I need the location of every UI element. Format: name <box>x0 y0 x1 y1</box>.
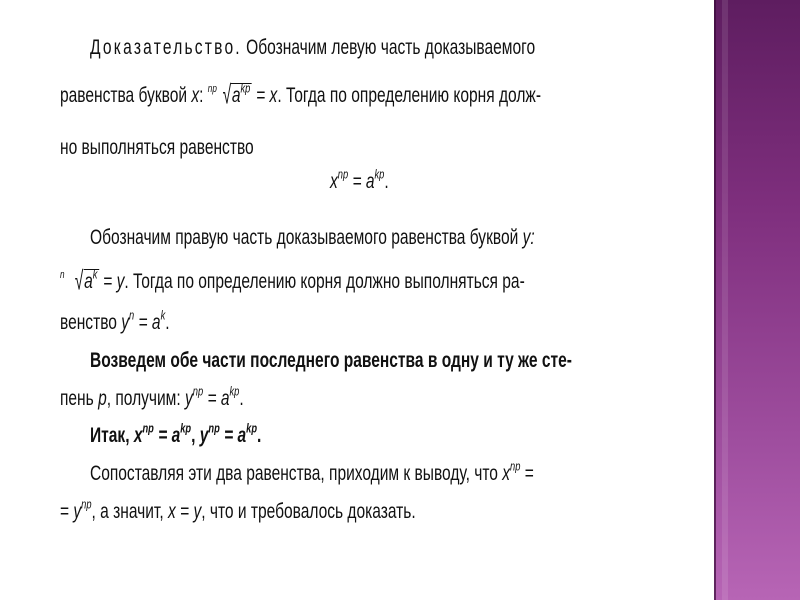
math-expression: = a <box>153 424 181 447</box>
root-exponent: kp <box>240 81 251 96</box>
proof-line-5 <box>60 267 525 296</box>
sidebar-edge <box>714 0 716 600</box>
proof-text: пень <box>60 387 94 410</box>
math-expression: = y <box>103 270 125 293</box>
math-exponent: kp <box>229 384 240 399</box>
math-punct: . <box>257 424 262 447</box>
proof-text: равенства буквой <box>60 84 188 107</box>
math-variable: y <box>199 424 209 447</box>
formula-x-np <box>330 167 389 194</box>
math-exponent: np <box>337 167 349 182</box>
math-variable: x <box>502 462 511 485</box>
math-root <box>60 267 99 296</box>
math-variable: y: <box>522 226 535 249</box>
math-variable: y <box>121 311 130 334</box>
math-variable: y <box>185 387 193 410</box>
proof-text: Обозначим правую часть доказываемого равенства буквой <box>90 226 519 249</box>
math-expression: = <box>520 462 534 485</box>
math-punct: . <box>165 311 170 334</box>
proof-line-4 <box>90 226 535 250</box>
math-variable: x <box>330 170 338 193</box>
math-variable: p <box>98 387 107 410</box>
math-expression: x = y <box>167 500 202 523</box>
proof-heading: Доказательство. <box>90 36 242 59</box>
math-root <box>207 81 252 110</box>
proof-text: , что и требовалось доказать. <box>201 500 416 523</box>
math-variable: x <box>133 424 143 447</box>
math-variable: x <box>191 84 200 107</box>
math-punct: , <box>191 424 200 447</box>
math-exponent: np <box>510 459 521 474</box>
math-expression: = a <box>134 311 161 334</box>
math-exponent: k <box>160 308 166 323</box>
math-punct: . <box>384 170 389 193</box>
proof-line-6 <box>60 308 170 335</box>
root-base: a <box>84 270 93 293</box>
proof-line-2: равенства буквой x: np $√a^{kp} = x$. Тогда по определению корня долж- <box>60 84 541 108</box>
math-exponent: kp <box>246 421 258 436</box>
proof-line-9 <box>90 421 262 448</box>
root-base: a <box>231 84 241 107</box>
decorative-sidebar <box>714 0 800 600</box>
math-exponent: np <box>192 384 204 399</box>
math-exponent: np <box>142 421 154 436</box>
proof-line-11 <box>60 497 416 524</box>
math-exponent: np <box>81 497 92 512</box>
math-exponent: kp <box>374 167 385 182</box>
proof-text: . Тогда по определению корня долж- <box>277 84 541 107</box>
proof-text: Итак, <box>90 424 130 447</box>
math-expression: = a <box>348 170 375 193</box>
proof-text: , получим: <box>106 387 181 410</box>
proof-text: Обозначим левую часть доказываемого <box>246 36 536 59</box>
math-expression: = <box>60 500 70 523</box>
math-variable: y <box>73 500 82 523</box>
math-punct: . <box>239 387 244 410</box>
proof-text: , а значит, <box>91 500 164 523</box>
root-exponent: k <box>92 267 98 282</box>
proof-line-3 <box>60 136 254 160</box>
math-exponent: n <box>129 308 135 323</box>
math-expression: = x <box>256 84 278 107</box>
proof-line-8 <box>60 384 244 411</box>
radical-sign: √ <box>222 81 232 110</box>
root-index: np <box>207 83 217 95</box>
proof-line-1 <box>90 36 535 60</box>
proof-line-7 <box>90 349 572 373</box>
math-exponent: np <box>208 421 220 436</box>
sidebar-stripe <box>722 0 728 600</box>
proof-text: но выполняться равенство <box>60 136 254 159</box>
math-exponent: kp <box>180 421 192 436</box>
math-expression: = a <box>203 387 230 410</box>
radical-sign: √ <box>74 267 84 296</box>
proof-text: венство <box>60 311 117 334</box>
root-index: n <box>60 269 65 281</box>
proof-text: Сопоставляя эти два равенства, приходим к выводу, что <box>90 462 498 485</box>
math-expression: = a <box>219 424 247 447</box>
proof-text: . Тогда по определению корня должно выполняться ра- <box>124 270 525 293</box>
proof-text: Возведем обе части последнего равенства в одну и ту же сте- <box>90 349 572 372</box>
proof-line-10 <box>90 459 534 486</box>
